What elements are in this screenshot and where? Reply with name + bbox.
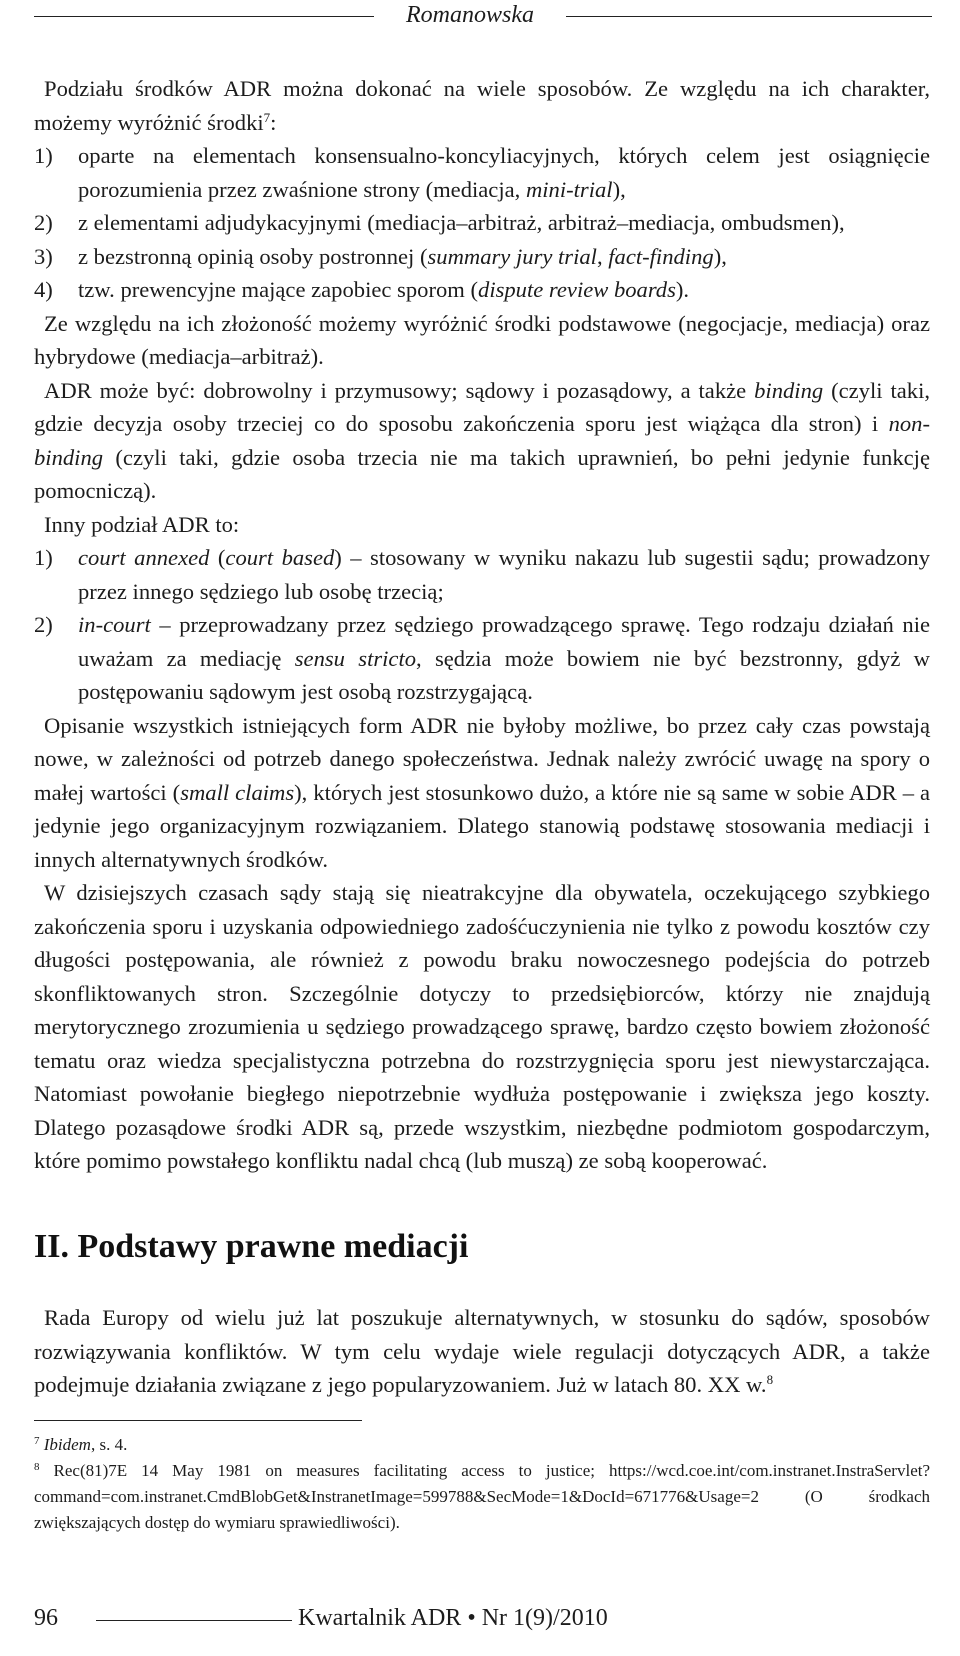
list-item: 1) court annexed (court based) – stosowany w wyniku nakazu lub sugestii sądu; prowadzony przez innego sędziego lub osobę trzecią;	[34, 545, 930, 604]
list-item: 1) oparte na elementach konsensualno-koncyliacyjnych, których celem jest osiągnięcie porozumienia przez zwaśnione strony (mediacja, mini-trial),	[34, 143, 930, 202]
list-item: 3) z bezstronną opinią osoby postronnej (summary jury trial, fact-finding),	[34, 243, 727, 269]
list-item: 2) in-court – przeprowadzany przez sędziego prowadzącego sprawę. Tego rodzaju działań nie uważam za mediację sensu stricto, sędzia może bowiem nie być bezstronny, gdyż w postępowaniu sądowym jest osobą rozstrzygającą.	[34, 612, 930, 704]
footnote-ref-7[interactable]: 7	[263, 109, 271, 125]
footnotes	[34, 1432, 930, 1536]
list-item: 2) z elementami adjudykacyjnymi (mediacja–arbitraż, arbitraż–mediacja, ombudsmen),	[34, 210, 845, 235]
running-header	[0, 0, 960, 36]
header-author: Romanowska	[406, 2, 534, 28]
header-rule-left	[34, 16, 374, 17]
paragraph-other-division: Inny podział ADR to:	[44, 511, 240, 537]
footer-rule	[96, 1620, 292, 1621]
footnote-7: $^7$ Ibidem, s. 4.	[34, 1435, 128, 1454]
page-number: 96	[34, 1605, 58, 1631]
main-text	[34, 72, 930, 1178]
paragraph-council: Rada Europy od wielu już lat poszukuje alternatywnych, w stosunku do sądów, sposobów rozwiązywania konfliktów. W tym celu wydaje wiele regulacji dotyczących ADR, a także podejmuje działania związane z jego popularyzowaniem. Już w latach 80. XX w.$^8$	[34, 1305, 930, 1397]
header-rule-right	[566, 16, 932, 17]
paragraph-courts: W dzisiejszych czasach sądy stają się nieatrakcyjne dla obywatela, oczekującego szybkiego zakończenia sporu i uzyskania odpowiedniego zadośćuczynienia nie tylko z powodu kosztów czy długości postępowania, ale również z powodu braku nowoczesnego podejścia do potrzeb skonfliktowanych stron. Szczególnie dotyczy to przedsiębiorców, którzy nie znajdują merytorycznego zrozumienia u sędziego prowadzącego sprawę, bardzo często bowiem złożoność tematu oraz wiedza specjalistyczna potrzebna do rozstrzygnięcia sporu jest niewystarczająca. Natomiast powołanie biegłego niepotrzebnie wydłuża postępowanie i zwiększa jego koszty. Dlatego pozasądowe środki ADR są, przede wszystkim, niezbędne podmiotom gospodarczym, które pomimo powstałego konfliktu nadal chcą (lub muszą) ze sobą kooperować.	[34, 880, 930, 1173]
paragraph-division: Podziału środków ADR można dokonać na wiele sposobów. Ze względu na ich charakter, możemy wyróżnić środki$^7$:	[34, 76, 930, 135]
page-footer	[0, 1600, 960, 1640]
footnote-8-link-text[interactable]: Rec(81)7E 14 May 1981 on measures facilitating access to justice; https://wcd.coe.int/com.instranet.InstraServlet?command=com.instranet.CmdBlobGet&InstranetImage=599788&SecMode=1&DocId=671776&Usage=2 (O środkach zwiększających dostęp do wymiaru sprawiedliwości).	[34, 1461, 931, 1532]
footnote-ref-8[interactable]: 8	[766, 1372, 774, 1387]
footnote-8: $^8$ Rec(81)7E 14 May 1981 on measures facilitating access to justice; https://wcd.coe.int/com.instranet.InstraServlet?command=com.instranet.CmdBlobGet&InstranetImage=599788&SecMode=1&DocId=671776&Usage=2 (O środkach zwiększających dostęp do wymiaru sprawiedliwości).	[34, 1461, 931, 1532]
paragraph-types: ADR może być: dobrowolny i przymusowy; sądowy i pozasądowy, a także binding (czyli taki, gdzie decyzja osoby trzeciej co do sposobu zakończenia sporu jest wiążąca dla stron) i non-binding (czyli taki, gdzie osoba trzecia nie ma takich uprawnień, bo pełni jedynie funkcję pomocniczą).	[34, 377, 930, 503]
footnote-divider	[34, 1420, 362, 1421]
paragraph-complexity: Ze względu na ich złożoność możemy wyróżnić środki podstawowe (negocjacje, mediacja) oraz hybrydowe (mediacja–arbitraż).	[34, 310, 930, 369]
section-text	[34, 1301, 930, 1402]
paragraph-forms: Opisanie wszystkich istniejących form ADR nie byłoby możliwe, bo przez cały czas powstają nowe, w zależności od potrzeb danego społeczeństwa. Jednak należy zwrócić uwagę na spory o małej wartości (small claims), których jest stosunkowo dużo, a które nie są same w sobie ADR – a jedynie jego organizacyjnym rozwiązaniem. Dlatego stanowią podstawę stosowania mediacji i innych alternatywnych środków.	[34, 712, 930, 872]
list-item: 4) tzw. prewencyjne mające zapobiec sporom (dispute review boards).	[34, 277, 690, 302]
journal-title: Kwartalnik ADR • Nr 1(9)/2010	[298, 1605, 608, 1631]
section-heading: II. Podstawy prawne mediacji	[34, 1228, 469, 1265]
